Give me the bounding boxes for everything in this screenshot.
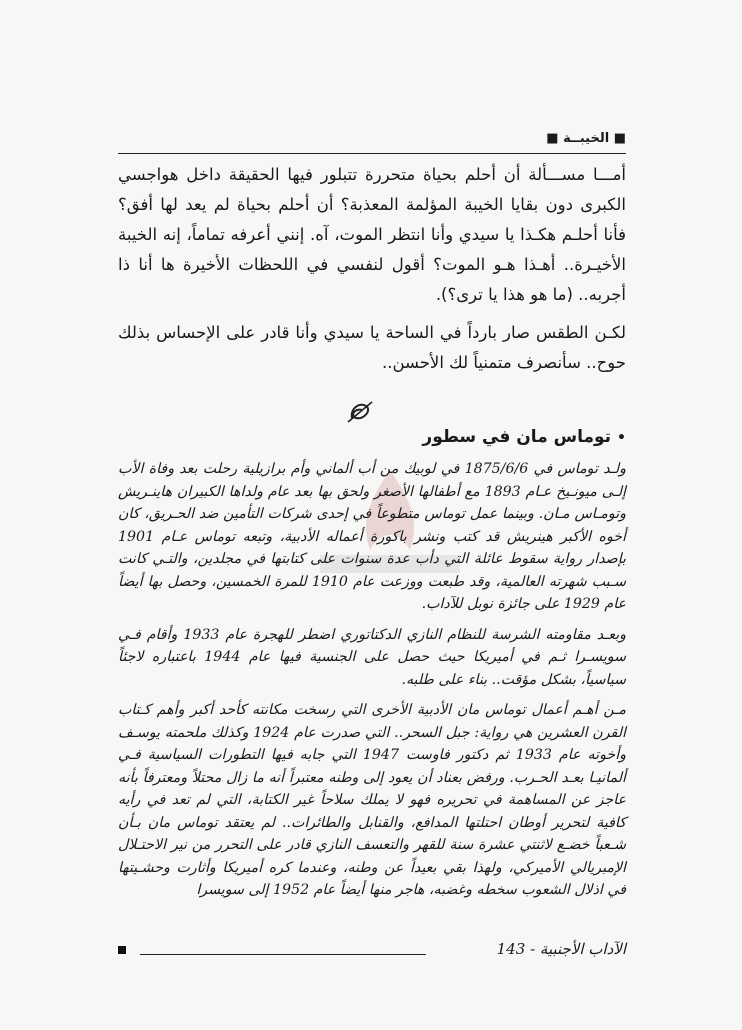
heading-bullet: • bbox=[617, 430, 626, 446]
section-ornament-icon bbox=[340, 396, 380, 426]
footer-square-icon bbox=[118, 946, 126, 954]
heading-text: توماس مان في سطور bbox=[422, 427, 612, 447]
footer-text: الآداب الأجنبية - 143 bbox=[496, 940, 626, 958]
body-paragraph-2: لكـن الطقس صار بارداً في الساحة يا سيدي وأنا قادر على الإحساس بذلك حوح.. سأنصرف متمنياً لك الأحسن.. bbox=[118, 323, 626, 372]
bio-text bbox=[118, 458, 626, 902]
footer-rule bbox=[140, 954, 426, 955]
bio-paragraph-1: ولـد توماس في 1875/6/6 في لوبيك من أب ألماني وأم برازيلية رحلت بعد وفاة الأب إلـى ميونـيخ عـام 1893 مع أطفالها الأصغر ولحق بها بعد عام ولداها الكبيران هاينـريش وتومـاس مـان. وبينما عمل توماس متطوعاً في إحدى شركات التأمين ضد الحـريق، كان أخوه الأكبر هينريش قد كتب ونشر باكورة أعماله الأدبية، وتبعه توماس عـام 1901 بإصدار رواية سقوط عائلة التي دأب عدة سنوات على كتابتها في مجلدين، والتـي كانت سـبب شهرته العالمية، وقد طبعت ووزعت عام 1910 للمرة الخمسين، وحصل بها أيضاً عام 1929 على جائزة نوبل للآداب. bbox=[118, 461, 627, 612]
section-heading bbox=[422, 427, 626, 447]
header-title: ■ الخيبــة ■ bbox=[546, 131, 626, 146]
bio-paragraph-3: مـن أهـم أعمال توماس مان الأدبية الأخرى التي رسخت مكانته كأحد أكبر وأهم كـتاب القرن العشرين هي رواية: جبل السحر.. التي صدرت عام 1924 وكذلك ملحمته يوسـف وأخوته عام 1933 ثم دكتور فاوست 1947 التي جابه فيها التطورات السياسية فـي ألمانيـا بعـد الحـرب. ورفض بعناد أن يعود إلى وطنه معتبراً أنه ما زال محتلاً ومعترفاً بأنه عاجز عن المساهمة في تحريره فهو لا يملك سلاحاً غير الكتابة، التي لم تعد في رأيه كافية لتحرير أوطان احتلتها المدافع، والقنابل والطائرات.. لم يعتقد توماس مان بـأن شـعباً خضـع لاثنتي عشرة سنة للقهر والتعسف النازي قادر على التحرر من نير الاحتـلال الإمبريالي الأميركي، ولهذا بقي بعيداً عن وطنه، وعندما كره أميريكا وأثارت وحشـيتها في اذلال الشعوب سخطه وغضبه، هاجر منها أيضاً عام 1952 إلى سويسرا bbox=[118, 702, 626, 898]
body-text bbox=[118, 160, 626, 378]
running-header bbox=[118, 131, 626, 154]
bio-paragraph-2: وبعـد مقاومته الشرسة للنظام النازي الدكتاتوري اضطر للهجرة عام 1933 وأقام فـي سويسـرا ثـم في أميريكا حيث حصل على الجنسية فيها عام 1944 باعتباره لاجئاً سياسياً، بشكل مؤقت.. بناء على طلبه. bbox=[118, 626, 626, 688]
body-paragraph-1: أمـــا مســـألة أن أحلم بحياة متحررة تتبلور فيها الحقيقة داخل هواجسي الكبرى دون بقايا الخيبة المؤلمة المعذبة؟ أن أحلم بحياة لم يعد لها أفق؟ فأنا أحلـم هكـذا يا سيدي وأنا انتظر الموت، آه. إنني أعرفه تماماً، إنه الخيبة الأخيـرة.. أهـذا هـو الموت؟ أقول لنفسي في اللحظات الأخيرة ها أنا ذا أجربه.. (ما هو هذا يا ترى؟). bbox=[118, 165, 626, 304]
page-footer bbox=[118, 940, 626, 962]
